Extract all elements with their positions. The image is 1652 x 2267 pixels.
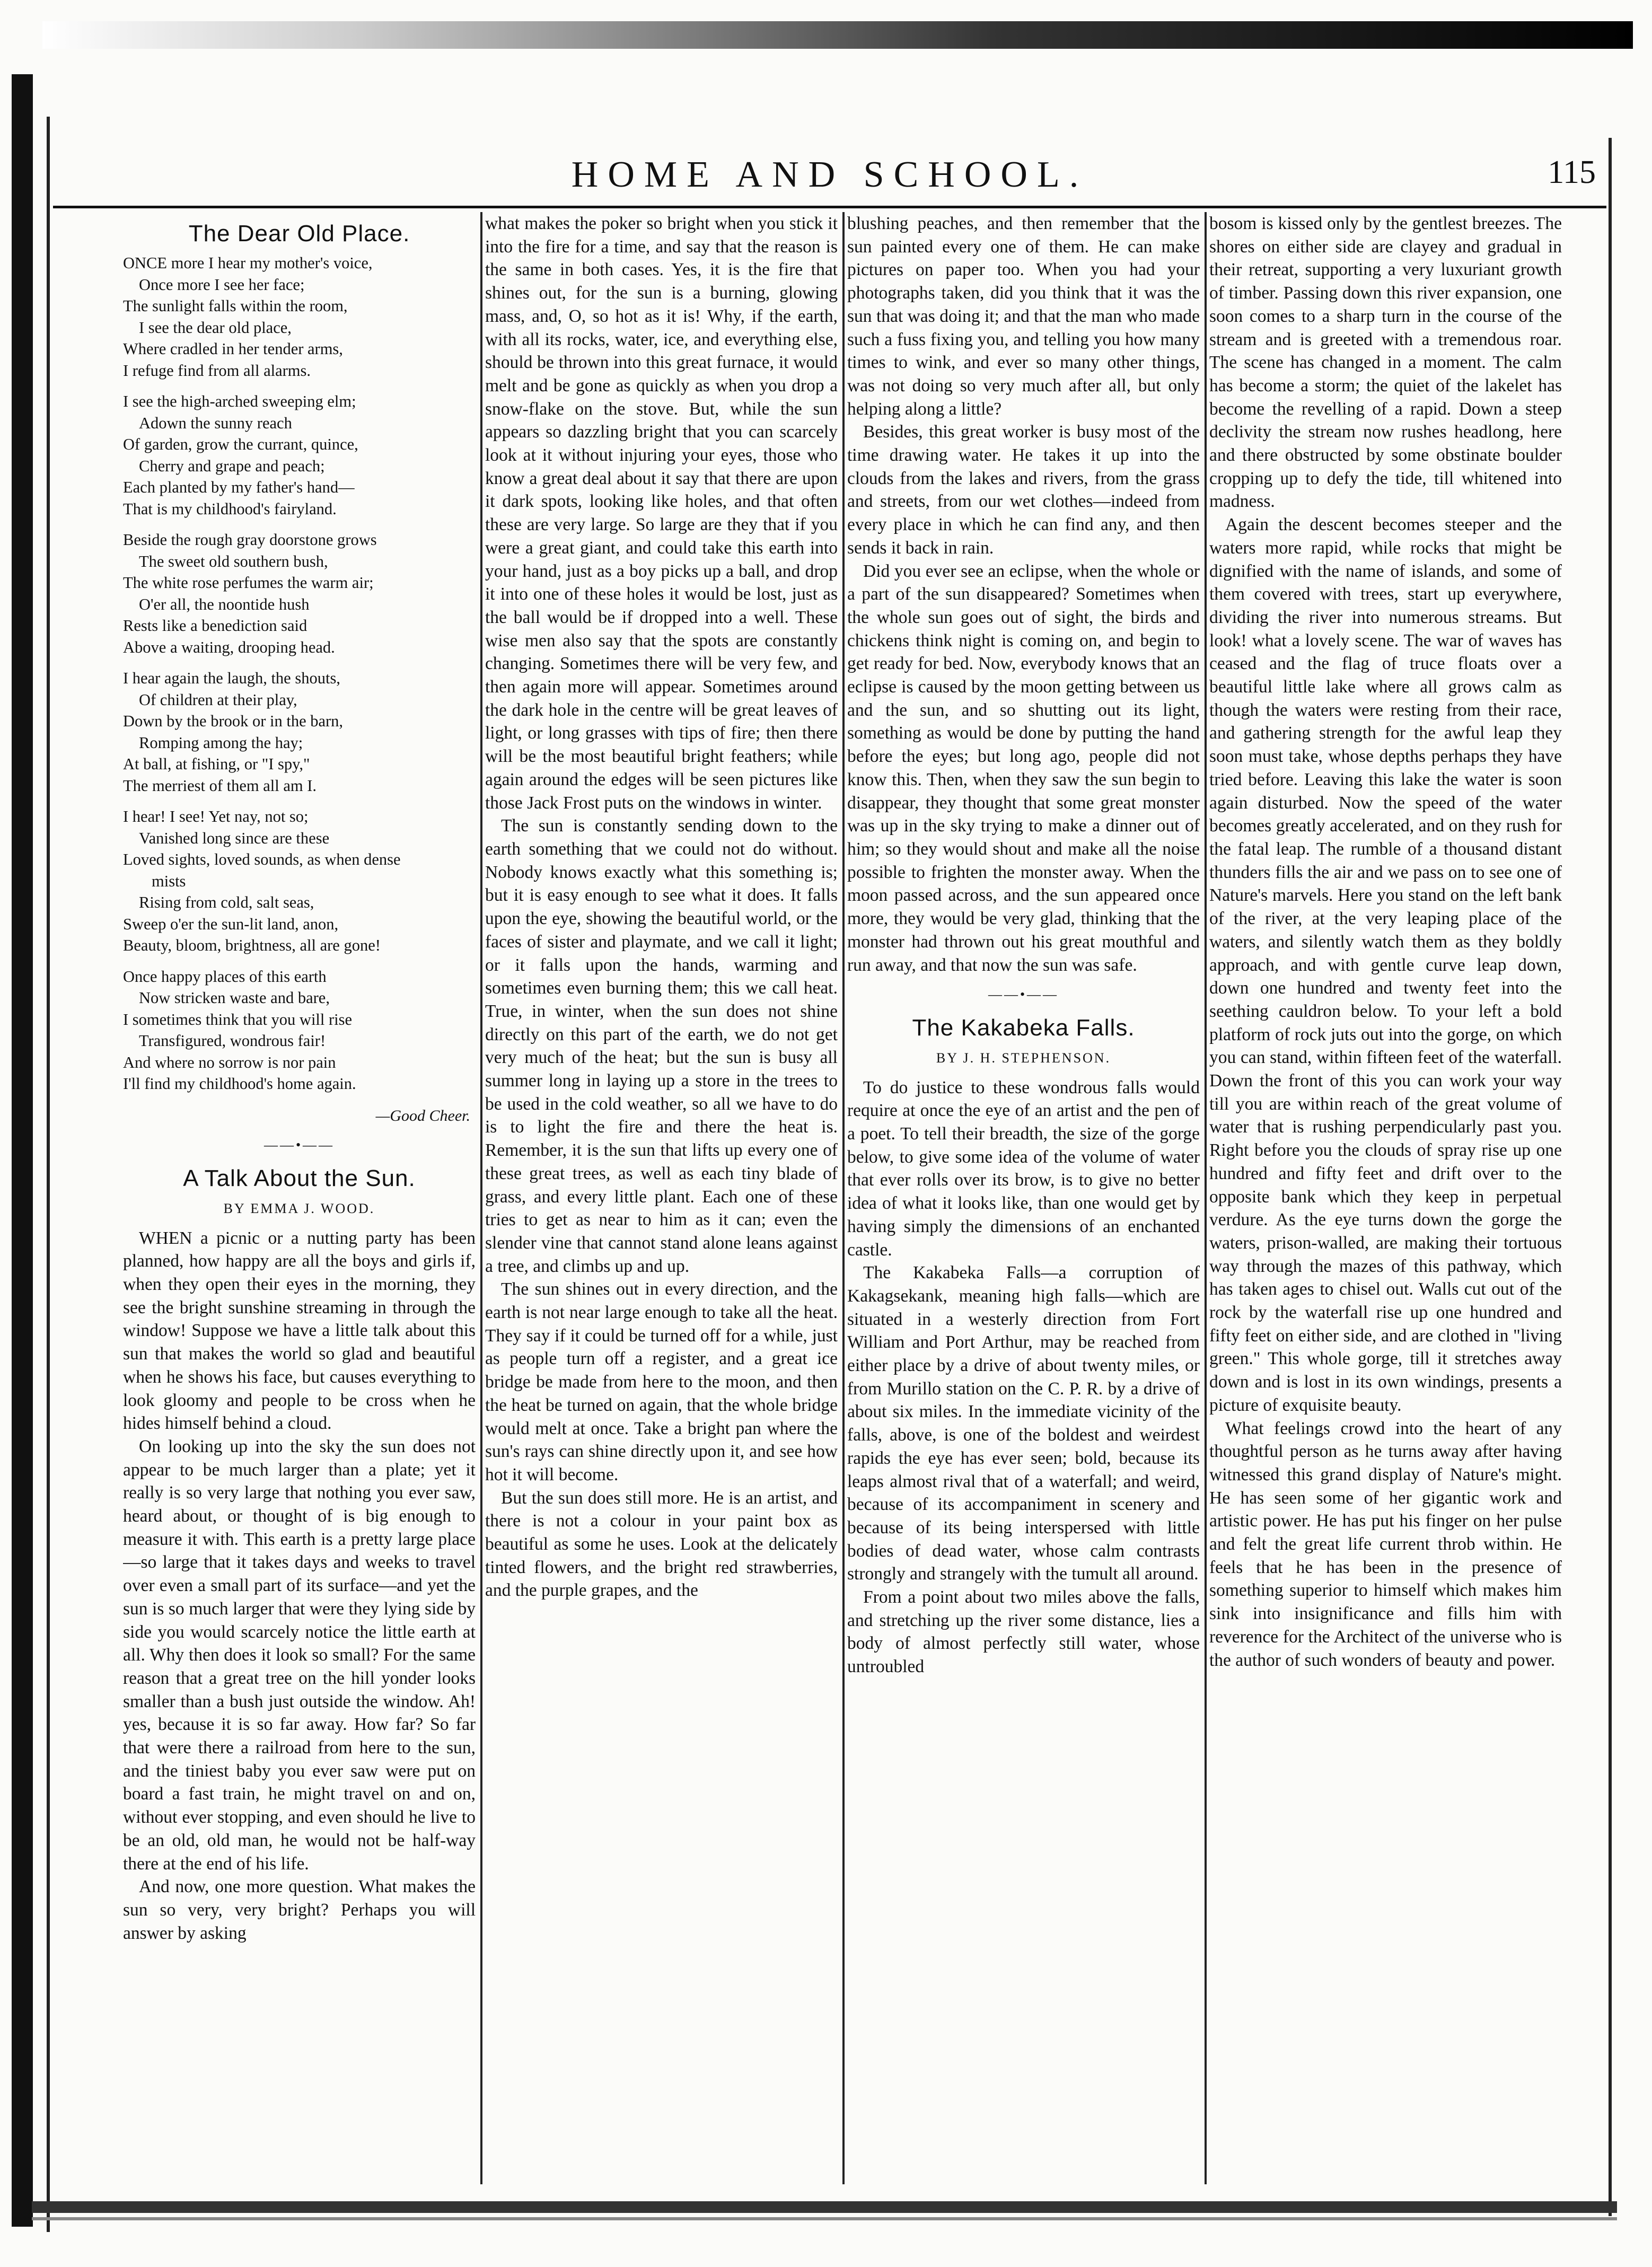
poem-line: I hear! I see! Yet nay, not so;: [123, 807, 309, 825]
paragraph: Again the descent becomes steeper and the waters more rapid, while rocks that might be dignified with the name of islands, and some of them covered with trees, start up everywhere, dividing the river into numerous streams. But look! what a lovely scene. The war of waves has ceased and the flag of truce floats over a beautiful little lake where all grows calm as though the waters were resting from their race, and gathering strength for the awful leap they soon must take, whose depths perhaps they have tried before. Leaving this lake the water is soon again disturbed. Now the speed of the water becomes greatly accelerated, and on they rush for the fatal leap. The rumble of a thousand distant thunders fills the air and we pass on to see one of Nature's marvels. Here you stand on the left bank of the river, at the very leaping place of the waters, and silently watch them as they boldly approach, and with gentle curve leap down, down one hundred and twenty feet into the seething cauldron below. To your left a bold platform of rock juts out into the gorge, on which you can stand, within fifteen feet of the waterfall. Down the front of this you can work your way till you are within reach of the great volume of water that is rushing perpendicularly past you. Right before you the clouds of spray rise up one hundred and fifty feet and drift over to the opposite bank which they keep in perpetual verdure. As the eye turns down the gorge the waters, prison-walled, are making their tortuous way through the mazes of this pathway, which has taken ages to chisel out. Walls cut out of the rock by the waterfall rise up one hundred and fifty feet on either side, and are clothed in "living green." This whole gorge, till it stretches away down and is lost in its own windings, presents a picture of exquisite beauty.: [1209, 515, 1562, 1415]
article-byline-sun: BY EMMA J. WOOD.: [223, 1200, 375, 1216]
scan-border-bottom-thin: [32, 2217, 1617, 2220]
poem-credit: —Good Cheer.: [375, 1106, 470, 1124]
column-rule: [480, 212, 482, 2184]
poem-line: Beside the rough gray doorstone grows: [123, 531, 377, 549]
paragraph: From a point about two miles above the falls, and stretching up the river some distance, lies a body of almost perfectly still water, whose untroubled: [847, 1587, 1200, 1677]
paragraph: On looking up into the sky the sun does not appear to be much larger than a plate; yet it really is so very large that nothing you ever saw, heard about, or thought of is big enough to measure it with. This earth is a pretty large place—so large that it takes days and weeks to travel over even a small part of its surface—and yet the sun is so much larger that were they lying side by side you would scarcely notice the little earth at all. Why then does it look so small? For the same reason that a great tree on the hill yonder looks smaller than a bush just outside the window. Ah! yes, because it is so far away. How far? So far that were there a railroad from here to the sun, and the tiniest baby you ever saw were put on board a fast train, he might travel on and on, without ever stopping, and even should he live to be an old, old man, he would not be half-way there at the end of his life.: [123, 1436, 476, 1874]
column-4: [1209, 212, 1562, 2195]
poem-line: I refuge find from all alarms.: [123, 361, 311, 380]
poem-stanza: [123, 966, 476, 1095]
poem-line: Of garden, grow the currant, quince,: [123, 435, 358, 453]
poem-line: The white rose perfumes the warm air;: [123, 574, 374, 592]
paragraph: Did you ever see an eclipse, when the whole or a part of the sun disappeared? Sometimes when the whole sun goes out of sight, the birds and chickens think night is coming on, and begin to get ready for bed. Now, everybody knows that an eclipse is caused by the moon getting between us and the sun, and so shutting out its light, something as would be done by putting the hand before the eyes; but long ago, people did not know this. Then, when they saw the sun begin to disappear, they thought that some great monster was up in the sky trying to make a dinner out of him; so they would shout and make all the noise possible to frighten the monster away. When the moon passed across, and the sun appeared once more, they would be very glad, thinking that the monster had thrown out his great mouthful and run away, and that now the sun was safe.: [847, 561, 1200, 975]
poem-line: Once happy places of this earth: [123, 967, 327, 986]
poem-line: ONCE more I hear my mother's voice,: [123, 254, 373, 272]
poem-line: Rising from cold, salt seas,: [139, 893, 314, 911]
poem-line: At ball, at fishing, or "I spy,": [123, 755, 310, 773]
poem-stanza: [123, 391, 476, 520]
paragraph: The Kakabeka Falls—a corruption of Kakagsekank, meaning high falls—which are situated in a westerly direction from Fort William and Port Arthur, may be reached from either place by a drive of about twenty miles, or from Murillo station on the C. P. R. by a drive of about six miles. In the immediate vicinity of the falls, above, is one of the boldest and weirdest rapids the eye has ever seen; bold, because its leaps almost rival that of a waterfall; and weird, because of its accompaniment in scenery and because of its being interspersed with little bodies of dead water, whose calm contrasts strongly and strangely with the tumult all around.: [847, 1263, 1200, 1584]
scan-border-bottom: [32, 2201, 1617, 2213]
poem-line: Rests like a benediction said: [123, 617, 307, 635]
publication-title: HOME AND SCHOOL.: [571, 154, 1088, 195]
header-rule: [53, 206, 1606, 208]
poem-line: Romping among the hay;: [139, 733, 303, 752]
poem-stanza: [123, 806, 476, 956]
scan-border-top: [42, 21, 1633, 49]
poem-line: mists: [152, 872, 186, 890]
running-header: [53, 154, 1606, 201]
poem-line: I see the high-arched sweeping elm;: [123, 392, 356, 410]
poem-line: Of children at their play,: [139, 690, 297, 709]
poem-line: Each planted by my father's hand—: [123, 478, 355, 496]
paragraph: To do justice to these wondrous falls would require at once the eye of an artist and the pen of a poet. To tell their breadth, the size of the gorge below, to give some idea of the volume of water that ever rolls over its brow, is to give no better idea of what it looks like, than one would get by having simply the dimensions of an enchanted castle.: [847, 1077, 1200, 1260]
poem-stanza: [123, 252, 476, 381]
poem-line: Vanished long since are these: [139, 829, 330, 847]
paragraph: But the sun does still more. He is an artist, and there is not a colour in your paint box as beautiful as some he uses. Look at the delicately tinted flowers, and the bright red strawberries, and the purple grapes, and the: [485, 1488, 838, 1601]
column-rule: [842, 212, 845, 2184]
paragraph: blushing peaches, and then remember that the sun painted every one of them. He can make pictures on paper too. When you had your photographs taken, did you think that it was the sun that was doing it; and that the man who made such a fuss fixing you, and telling you how many times to wink, and ever so many other things, was not doing so very much after all, but only helping along a little?: [847, 214, 1200, 419]
scan-border-left: [12, 74, 33, 2227]
paragraph: The sun shines out in every direction, and the earth is not near large enough to take all the heat. They say if it could be turned off for a while, just as people turn off a register, and a great ice bridge be made from here to the moon, and then the heat be turned on again, that the whole bridge would melt at once. Take a bright pan where the sun's rays can shine directly upon it, and see how hot it will become.: [485, 1279, 838, 1484]
poem-line: Where cradled in her tender arms,: [123, 340, 343, 358]
poem-line: I'll find my childhood's home again.: [123, 1075, 356, 1093]
poem-line: I see the dear old place,: [139, 318, 292, 337]
section-separator: ——•——: [263, 1137, 335, 1153]
poem-line: Sweep o'er the sun-lit land, anon,: [123, 915, 339, 933]
poem-dear-old-place: [123, 252, 476, 1095]
paragraph: Besides, this great worker is busy most of the time drawing water. He takes it up into the clouds from the lakes and rivers, from the grass and streets, from our wet clothes—indeed from every place in which he can find any, and then sends it back in rain.: [847, 422, 1200, 558]
poem-line: And where no sorrow is nor pain: [123, 1053, 336, 1071]
poem-line: I sometimes think that you will rise: [123, 1010, 353, 1029]
poem-line: Cherry and grape and peach;: [139, 456, 325, 475]
poem-line: That is my childhood's fairyland.: [123, 499, 337, 518]
poem-line: Now stricken waste and bare,: [139, 989, 330, 1007]
poem-stanza: [123, 667, 476, 796]
paragraph: bosom is kissed only by the gentlest breezes. The shores on either side are clayey and gradual in their retreat, supporting a very luxuriant growth of timber. Passing down this river expansion, one soon comes to a sharp turn in the course of the stream and is greeted with a tremendous roar. The scene has changed in a moment. The calm has become a storm; the quiet of the lakelet has become the revelling of a rapid. Down a steep declivity the stream now rushes headlong, here and there obstructed by some obstinate boulder cropping up to defy the tide, till whitened into madness.: [1209, 214, 1562, 512]
page-rule-left: [47, 117, 50, 2232]
paragraph: WHEN a picnic or a nutting party has been planned, how happy are all the boys and girls if, when they open their eyes in the morning, they see the bright sunshine streaming in through the window! Suppose we have a little talk about this sun that makes the world so glad and beautiful when he shows his face, but causes everything to look gloomy and people to be cross when he hides himself behind a cloud.: [123, 1228, 476, 1434]
poem-line: O'er all, the noontide hush: [139, 595, 310, 613]
article-title-kakabeka: The Kakabeka Falls.: [912, 1014, 1135, 1041]
article-title-sun: A Talk About the Sun.: [183, 1165, 416, 1191]
column-rule: [1205, 212, 1207, 2184]
paragraph: The sun is constantly sending down to the earth something that we could not do without. Nobody knows exactly what this something is; but it is easy enough to see what it does. It falls upon the eye, showing the beautiful world, or the faces of sister and playmate, and we call it light; or it falls upon the hands, warming and sometimes even burning them; this we call heat. True, in winter, when the sun does not shine directly on this part of the earth, we do not get very much of the heat; but the sun is busy all summer long in laying up a store in the trees to be used in the cold weather, so all we have to do is to light the fire and there the heat is. Remember, it is the sun that lifts up every one of these great trees, as well as each tiny blade of grass, and every little plant. Each one of these tries to get as near to him as it can; even the slender vine that cannot stand alone leans against a tree, and climbs up and up.: [485, 816, 838, 1276]
column-3: [847, 212, 1200, 2195]
poem-title: The Dear Old Place.: [188, 221, 410, 247]
poem-line: Above a waiting, drooping head.: [123, 638, 335, 656]
poem-stanza: [123, 529, 476, 658]
paragraph: What feelings crowd into the heart of any thoughtful person as he turns away after having witnessed this grand display of Nature's might. He has seen some of her gigantic work and artistic power. He has put his finger on her pulse and felt the great life current throb within. He feels that he has been in the presence of something superior to himself which makes him sink into insignificance and fills him with reverence for the Architect of the universe who is the author of such wonders of beauty and power.: [1209, 1418, 1562, 1670]
poem-line: I hear again the laugh, the shouts,: [123, 669, 340, 687]
paragraph: what makes the poker so bright when you stick it into the fire for a time, and say that the reason is the same in both cases. Yes, it is the fire that shines out, for the sun is a burning, glowing mass, and, O, so hot as it is! Why, if the earth, with all its rocks, water, ice, and everything else, should be thrown into this great furnace, it would melt and be gone as quickly as when you drop a snow-flake on the stove. But, while the sun appears so dazzling bright that you can scarcely look at it without injuring your eyes, those who know a great deal about it say that there are upon it dark spots, looking like holes, and that often these are very large. So large are they that if you were a great giant, and could take this earth into your hand, just as a boy picks up a ball, and drop it into one of these holes it would be lost, just as the ball would be if dropped into a well. These wise men also say that the spots are constantly changing. Sometimes there will be very few, and then again more will appear. Sometimes around the dark hole in the centre will be great leaves of light, or long grasses with tips of fire; then there will be the most beautiful bright feathers; while again around the edges will be seen pictures like those Jack Frost puts on the windows in winter.: [485, 214, 838, 813]
page-rule-right: [1609, 138, 1612, 2216]
paragraph: And now, one more question. What makes the sun so very, very bright? Perhaps you will answer by asking: [123, 1877, 476, 1943]
poem-line: Adown the sunny reach: [139, 414, 292, 432]
column-2: [485, 212, 838, 2195]
poem-line: Beauty, bloom, brightness, all are gone!: [123, 936, 381, 954]
poem-line: The merriest of them all am I.: [123, 776, 317, 795]
poem-line: Loved sights, loved sounds, as when dense: [123, 850, 401, 868]
poem-line: Down by the brook or in the barn,: [123, 712, 344, 730]
article-byline-kakabeka: BY J. H. STEPHENSON.: [936, 1050, 1111, 1066]
column-1: [123, 212, 476, 2195]
poem-line: The sweet old southern bush,: [139, 552, 328, 570]
page-number: 115: [1548, 154, 1596, 190]
poem-line: Once more I see her face;: [139, 275, 305, 294]
poem-line: Transfigured, wondrous fair!: [139, 1032, 326, 1050]
poem-line: The sunlight falls within the room,: [123, 297, 348, 315]
section-separator: ——•——: [988, 987, 1059, 1003]
